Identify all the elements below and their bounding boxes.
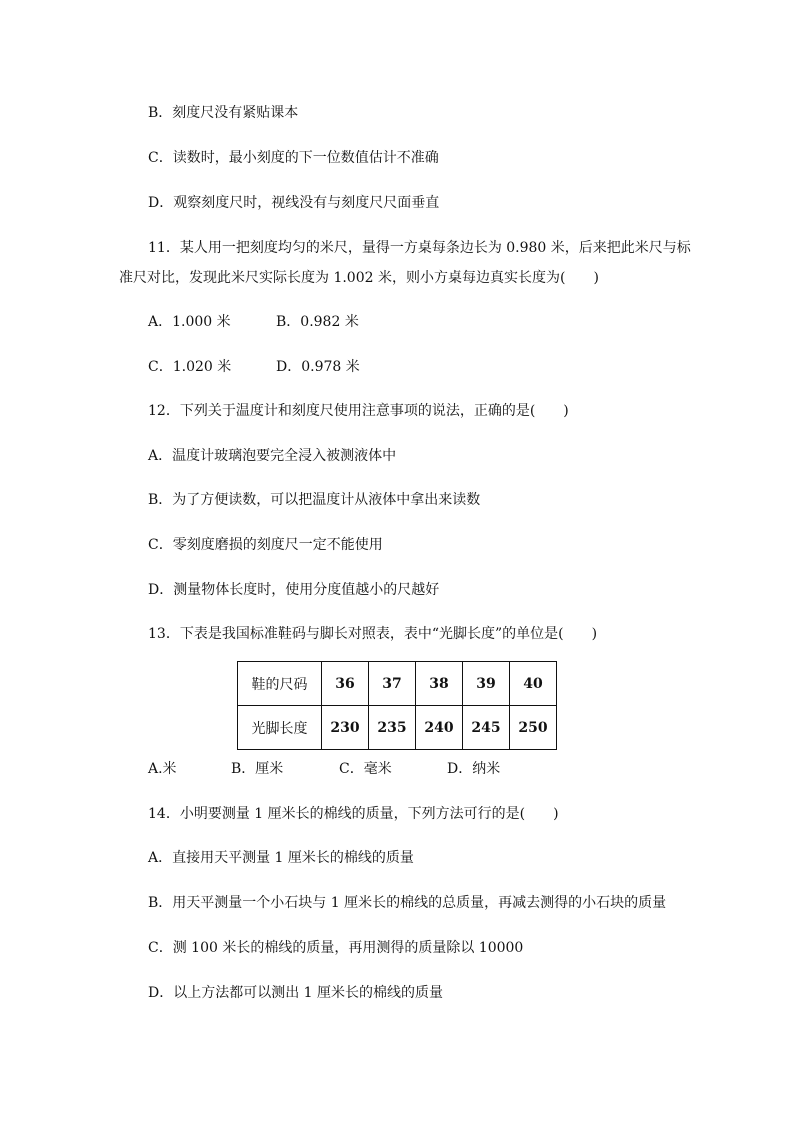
table-cell: 230: [322, 706, 369, 750]
q14-option-c: C．测 100 米长的棉线的质量，再用测得的质量除以 10000: [148, 940, 524, 956]
q12-option-c: C．零刻度磨损的刻度尺一定不能使用: [148, 537, 383, 553]
q11-option-a: A．1.000 米: [148, 314, 231, 330]
table-row-label-foot-length: 光脚长度: [238, 706, 322, 750]
q11-option-c: C．1.020 米: [148, 359, 232, 375]
q14-stem: 14．小明要测量 1 厘米长的棉线的质量，下列方法可行的是( ): [148, 806, 559, 822]
q10-option-d: D．观察刻度尺时，视线没有与刻度尺尺面垂直: [148, 195, 440, 211]
q13-option-d: D．纳米: [447, 761, 501, 777]
table-cell: 240: [416, 706, 463, 750]
q14-option-b: B．用天平测量一个小石块与 1 厘米长的棉线的总质量，再减去测得的小石块的质量: [148, 895, 667, 911]
table-cell: 40: [510, 662, 557, 706]
q10-option-c: C．读数时，最小刻度的下一位数值估计不准确: [148, 150, 439, 166]
q13-stem: 13．下表是我国标准鞋码与脚长对照表，表中“光脚长度”的单位是( ): [148, 626, 598, 642]
table-cell: 235: [369, 706, 416, 750]
q13-option-b: B．厘米: [231, 761, 284, 777]
table-row: [238, 662, 557, 706]
shoe-size-table: [237, 661, 557, 750]
q12-option-a: A．温度计玻璃泡要完全浸入被测液体中: [148, 448, 397, 464]
table-row-label-shoe-size: 鞋的尺码: [238, 662, 322, 706]
q11-stem-line1: 11．某人用一把刻度均匀的米尺，量得一方桌每条边长为 0.980 米，后来把此米尺与标: [148, 240, 691, 256]
q10-option-b: B．刻度尺没有紧贴课本: [148, 105, 299, 121]
table-row: [238, 706, 557, 750]
q13-option-a: A.米: [148, 761, 177, 777]
table-cell: 250: [510, 706, 557, 750]
table-cell: 38: [416, 662, 463, 706]
table-cell: 39: [463, 662, 510, 706]
table-cell: 245: [463, 706, 510, 750]
q14-option-d: D．以上方法都可以测出 1 厘米长的棉线的质量: [148, 985, 444, 1001]
q11-option-d: D．0.978 米: [276, 359, 360, 375]
table-cell: 37: [369, 662, 416, 706]
q11-stem-line2: 准尺对比，发现此米尺实际长度为 1.002 米，则小方桌每边真实长度为( ): [119, 270, 599, 286]
q11-option-b: B．0.982 米: [276, 314, 359, 330]
q12-option-d: D．测量物体长度时，使用分度值越小的尺越好: [148, 582, 440, 598]
q12-stem: 12．下列关于温度计和刻度尺使用注意事项的说法，正确的是( ): [148, 403, 569, 419]
q12-option-b: B．为了方便读数，可以把温度计从液体中拿出来读数: [148, 492, 481, 508]
q13-option-c: C．毫米: [339, 761, 392, 777]
table-cell: 36: [322, 662, 369, 706]
q14-option-a: A．直接用天平测量 1 厘米长的棉线的质量: [148, 850, 414, 866]
